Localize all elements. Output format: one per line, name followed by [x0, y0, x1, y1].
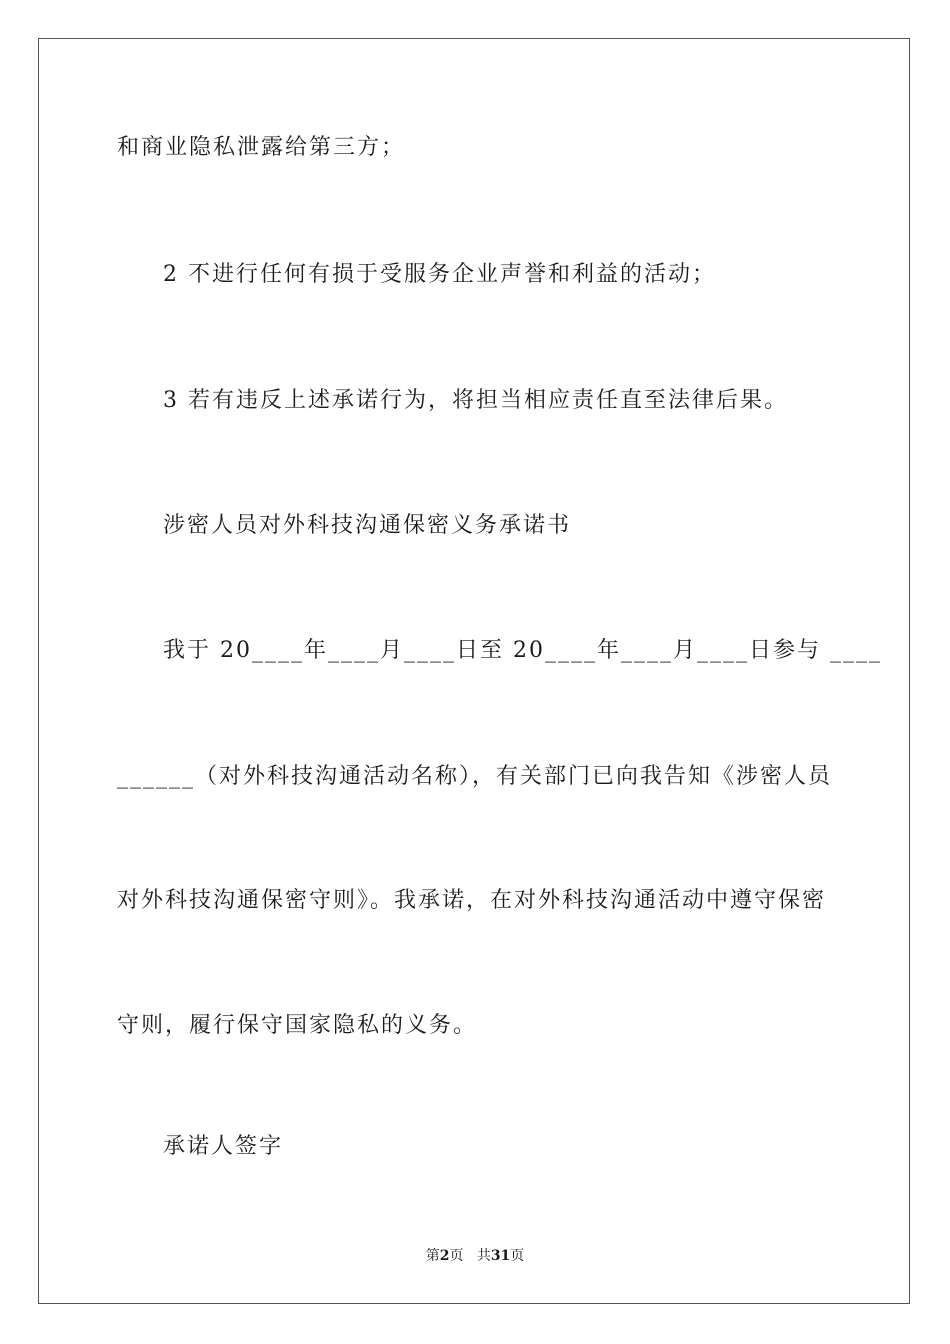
page-footer [0, 1246, 950, 1266]
footer-total-pages: 31 [490, 1248, 511, 1264]
footer-total-prefix: 共 [476, 1248, 491, 1264]
footer-page-prefix: 第 [425, 1248, 440, 1264]
body-line-commitment: 对外科技沟通保密守则》。我承诺，在对外科技沟通活动中遵守保密 [117, 888, 827, 913]
page-border [38, 38, 910, 1304]
footer-page-suffix: 页 [449, 1248, 464, 1264]
body-line-obligation: 守则，履行保守国家隐私的义务。 [117, 1013, 478, 1038]
footer-page-number: 2 [439, 1248, 450, 1264]
body-line-date: 我于 20____年____月____日至 20____年____月____日参与 ____ [163, 638, 882, 663]
body-line-1: 和商业隐私泄露给第三方； [117, 135, 406, 160]
signature-label: 承诺人签字 [163, 1134, 284, 1159]
commitment-item-3: 3 若有违反上述承诺行为，将担当相应责任直至法律后果。 [163, 388, 788, 413]
footer-total-suffix: 页 [510, 1248, 525, 1264]
commitment-item-2: 2 不进行任何有损于受服务企业声誉和利益的活动； [163, 262, 716, 287]
body-line-activity: ______（对外科技沟通活动名称），有关部门已向我告知《涉密人员 [117, 764, 833, 789]
document-subtitle: 涉密人员对外科技沟通保密义务承诺书 [163, 513, 572, 538]
